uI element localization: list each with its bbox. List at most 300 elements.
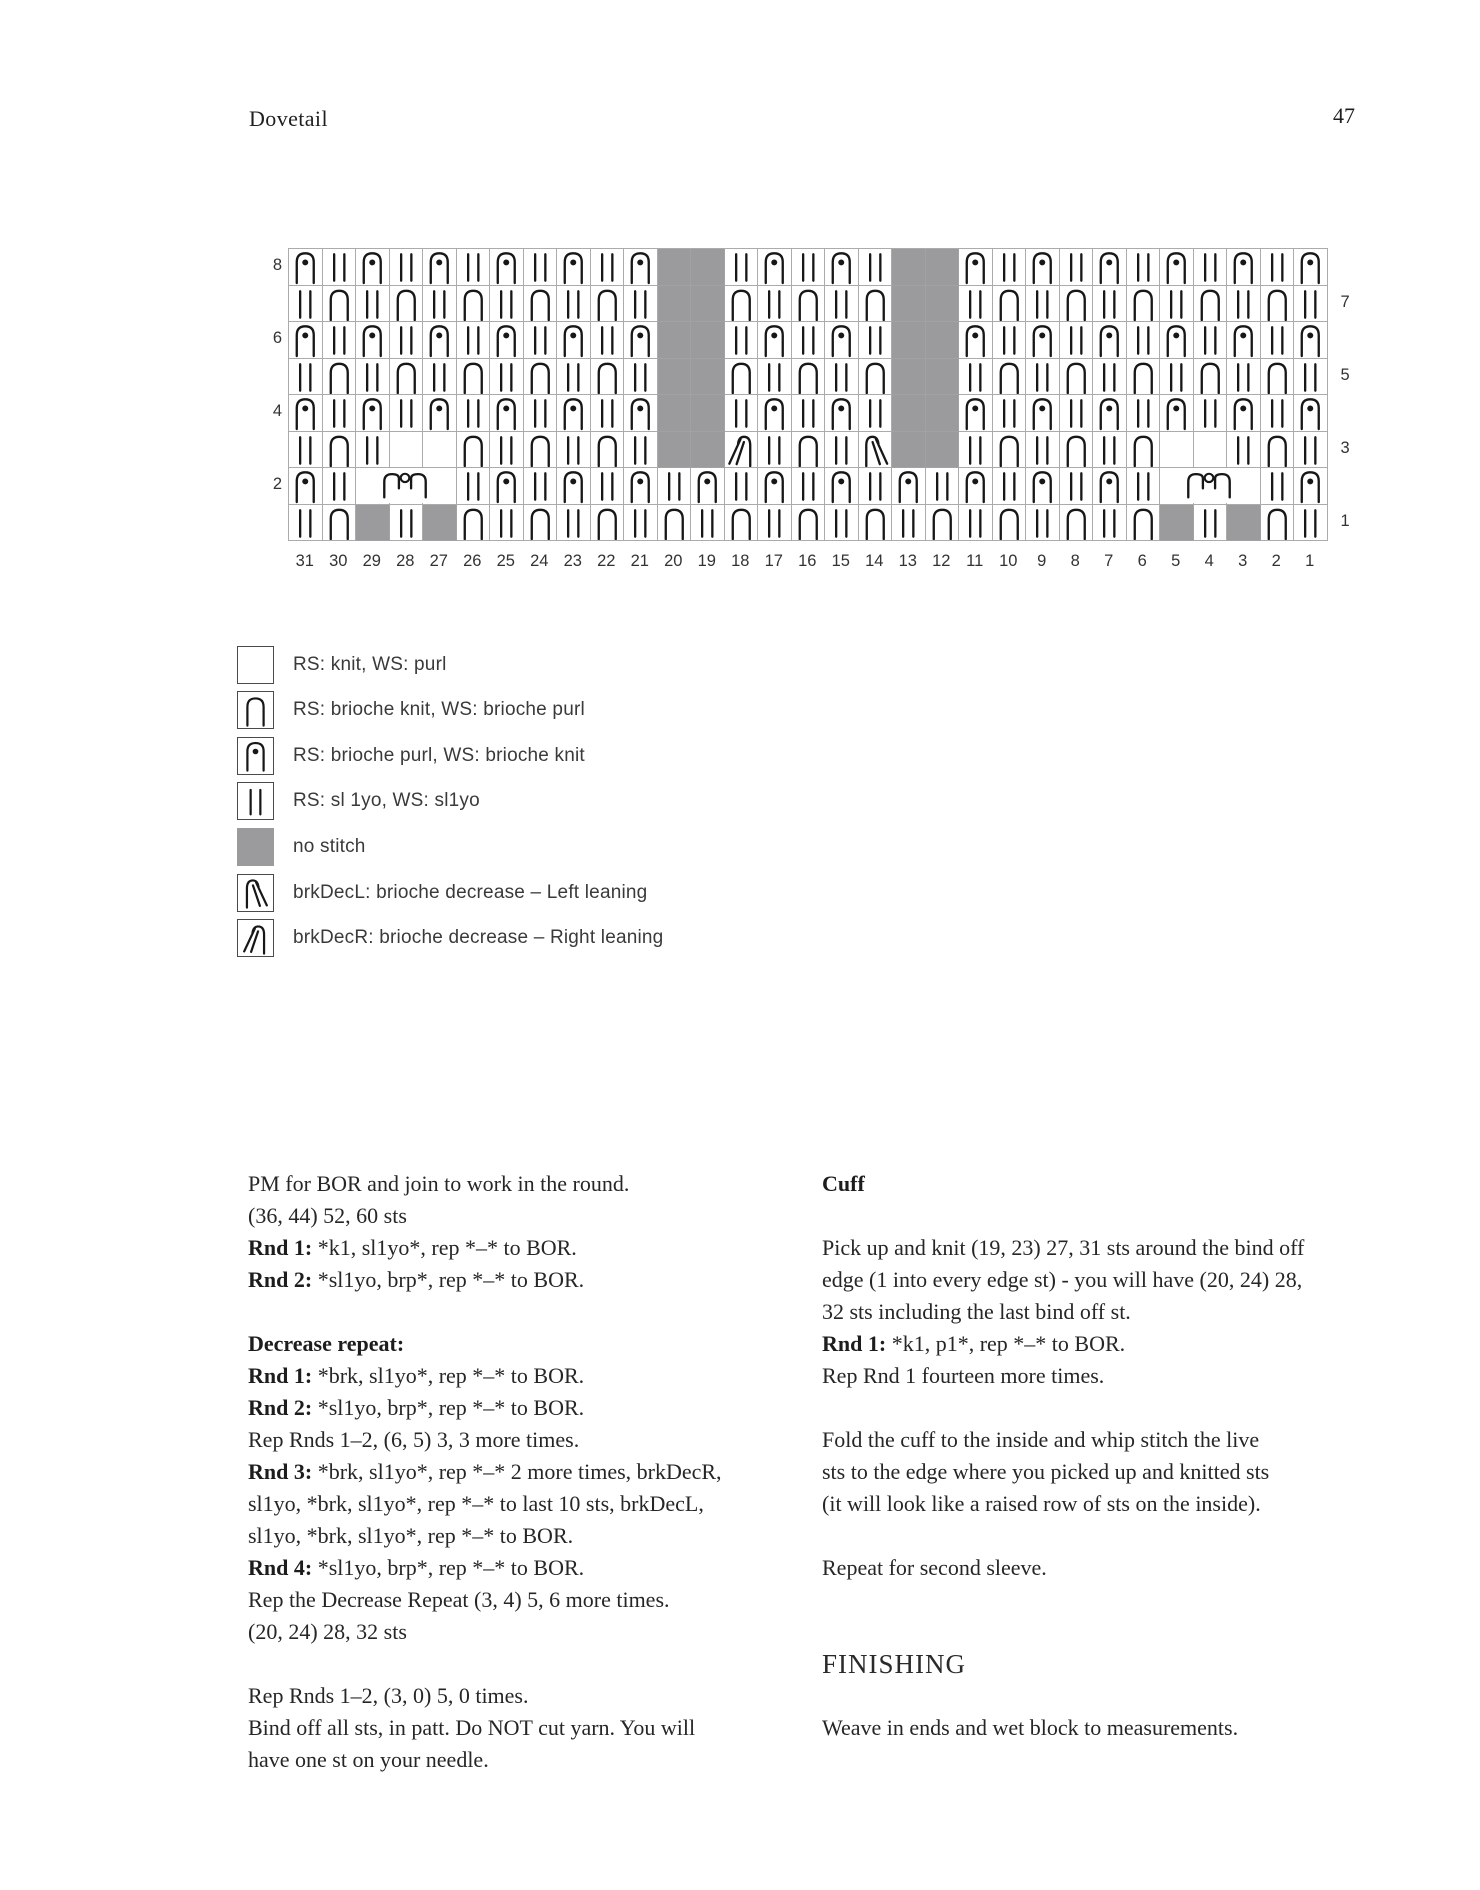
text-line: Pick up and knit (19, 23) 27, 31 sts around the bind off [822, 1235, 1305, 1260]
chart-cell-brioche-purl [825, 322, 859, 359]
brioche-knit-icon [725, 359, 758, 395]
chart-cell-no-stitch [926, 395, 960, 432]
legend-item [237, 736, 585, 775]
chart-cell-sl1yo [725, 468, 759, 505]
chart-cell-brioche-knit [792, 505, 826, 542]
brioche-knit-icon [1127, 359, 1160, 395]
sl1yo-icon [1261, 249, 1294, 285]
chart-cell-sl1yo [557, 359, 591, 396]
sl1yo-icon [289, 286, 322, 322]
sl1yo-icon [859, 249, 892, 285]
chart-cell-sl1yo [926, 468, 960, 505]
chart-cell-knit [1160, 432, 1194, 469]
brioche-purl-icon [959, 249, 992, 285]
sl1yo-icon [490, 432, 523, 468]
brioche-purl-icon [825, 249, 858, 285]
chart-cell-sl1yo [792, 468, 826, 505]
chart-cell-brioche-purl [1294, 395, 1328, 432]
row-label: 3 [1340, 438, 1350, 457]
chart-cell-sl1yo [1194, 395, 1228, 432]
chart-cell-sl1yo [591, 395, 625, 432]
col-label: 5 [1171, 552, 1181, 570]
chart-cell-brioche-knit [457, 432, 491, 469]
text-line: sl1yo, *brk, sl1yo*, rep *–* to BOR. [248, 1523, 574, 1548]
sl1yo-icon [557, 432, 590, 468]
sl1yo-icon [289, 359, 322, 395]
chart-cell-sl1yo [792, 249, 826, 286]
chart-cell-brioche-purl [825, 395, 859, 432]
col-label: 11 [966, 552, 984, 570]
chart-cell-brioche-purl [624, 468, 658, 505]
col-label: 23 [563, 552, 582, 570]
chart-cell-sl1yo [1026, 286, 1060, 323]
chart-cell-knit [390, 468, 424, 505]
chart-cell-no-stitch [892, 322, 926, 359]
blank-line [248, 1296, 848, 1328]
chart-cell-sl1yo [323, 249, 357, 286]
brioche-knit-icon [725, 505, 758, 541]
sl1yo-icon [1127, 468, 1160, 504]
legend-swatch-brk [237, 691, 274, 729]
brioche-knit-icon [390, 286, 423, 322]
chart-cell-brioche-knit [1060, 505, 1094, 542]
sl1yo-icon [959, 286, 992, 322]
sl1yo-icon [591, 395, 624, 431]
brioche-purl-icon [758, 322, 791, 358]
sl1yo-icon [624, 286, 657, 322]
chart-cell-brioche-purl [289, 395, 323, 432]
chart-cell-brioche-purl [1160, 322, 1194, 359]
brioche-purl-icon [1294, 468, 1327, 504]
chart-cell-knit [390, 432, 424, 469]
chart-cell-sl1yo [524, 249, 558, 286]
col-label: 10 [999, 552, 1018, 570]
chart-cell-brioche-purl [356, 249, 390, 286]
chart-cell-sl1yo [1060, 249, 1094, 286]
sl1yo-icon [1093, 286, 1126, 322]
chart-cell-no-stitch [691, 286, 725, 323]
brioche-purl-icon [289, 322, 322, 358]
sl1yo-icon [390, 395, 423, 431]
chart-cell-brioche-purl [1227, 322, 1261, 359]
sl1yo-icon [1261, 395, 1294, 431]
sl1yo-icon [792, 395, 825, 431]
sl1yo-icon [1060, 395, 1093, 431]
chart-cell-brioche-knit [926, 505, 960, 542]
brioche-purl-icon [1227, 322, 1260, 358]
chart-cell-sl1yo [289, 505, 323, 542]
brioche-purl-icon [1026, 468, 1059, 504]
chart-cell-sl1yo [1026, 359, 1060, 396]
brk-yo-brk-icon [1160, 468, 1258, 503]
sl1yo-icon [1093, 505, 1126, 541]
chart-cell-no-stitch [658, 322, 692, 359]
chart-cell-brioche-purl [959, 249, 993, 286]
sl1yo-icon [859, 395, 892, 431]
chart-cell-brioche-purl [557, 468, 591, 505]
legend-item [237, 919, 663, 958]
chart-cell-sl1yo [1294, 286, 1328, 323]
brioche-purl-icon [624, 322, 657, 358]
brioche-knit-icon [926, 505, 959, 541]
chart-cell-no-stitch [926, 286, 960, 323]
brioche-knit-icon [323, 505, 356, 541]
chart-cell-brioche-purl [1294, 249, 1328, 286]
chart-cell-no-stitch [926, 359, 960, 396]
chart-cell-brioche-purl [289, 322, 323, 359]
col-label: 29 [362, 552, 381, 570]
chart-cell-knit [1194, 432, 1228, 469]
brioche-purl-icon [1294, 249, 1327, 285]
chart-cell-sl1yo [289, 359, 323, 396]
text-line: PM for BOR and join to work in the round. [248, 1171, 630, 1196]
sl1yo-icon [725, 395, 758, 431]
text-line: Rnd 4: *sl1yo, brp*, rep *–* to BOR. [248, 1555, 585, 1580]
chart-cell-brioche-purl [1026, 395, 1060, 432]
chart-cell-brioche-knit [591, 286, 625, 323]
brioche-purl-icon [1026, 249, 1059, 285]
brioche-purl-icon [959, 395, 992, 431]
chart-cell-sl1yo [557, 286, 591, 323]
sl1yo-icon [658, 468, 691, 504]
chart-cell-sl1yo [959, 359, 993, 396]
sl1yo-icon [524, 249, 557, 285]
left-text-column [248, 1168, 848, 1776]
chart-cell-brioche-knit [1127, 505, 1161, 542]
sl1yo-icon [356, 286, 389, 322]
sl1yo-icon [591, 322, 624, 358]
chart-cell-sl1yo [725, 322, 759, 359]
brk-yo-brk-icon [356, 468, 454, 503]
chart-cell-sl1yo [423, 286, 457, 323]
chart-cell-sl1yo [1261, 395, 1295, 432]
brioche-knit-icon [859, 505, 892, 541]
chart-cell-no-stitch [356, 505, 390, 542]
chart-cell-brioche-knit [725, 505, 759, 542]
sl1yo-icon [1026, 359, 1059, 395]
chart-cell-sl1yo [390, 395, 424, 432]
sl1yo-icon [1026, 505, 1059, 541]
sl1yo-icon [356, 359, 389, 395]
sl1yo-icon [1127, 322, 1160, 358]
blank-line [822, 1392, 1422, 1424]
legend-swatch-sl [237, 782, 274, 820]
brioche-knit-icon [323, 359, 356, 395]
chart-cell-no-stitch [892, 432, 926, 469]
brioche-knit-icon [1194, 286, 1227, 322]
chart-cell-brioche-purl [1160, 249, 1194, 286]
col-label: 19 [697, 552, 716, 570]
sl1yo-icon [1294, 432, 1327, 468]
chart-cell-sl1yo [792, 395, 826, 432]
sl1yo-icon [859, 468, 892, 504]
blank-line [822, 1680, 1422, 1712]
sl1yo-icon [825, 359, 858, 395]
brioche-knit-icon [792, 432, 825, 468]
sl1yo-icon [1294, 359, 1327, 395]
brioche-purl-icon [758, 468, 791, 504]
chart-cell-sl1yo [859, 322, 893, 359]
brioche-knit-icon [457, 359, 490, 395]
sl1yo-icon [1093, 359, 1126, 395]
chart-cell-brioche-purl [557, 249, 591, 286]
text-line: Weave in ends and wet block to measurements. [822, 1715, 1239, 1740]
text-line: Rnd 1: *k1, p1*, rep *–* to BOR. [822, 1331, 1126, 1356]
brioche-knit-icon [1060, 432, 1093, 468]
brioche-purl-icon [356, 249, 389, 285]
chart-cell-brioche-knit [859, 359, 893, 396]
sl1yo-icon [1127, 249, 1160, 285]
chart-cell-brioche-knit [1127, 432, 1161, 469]
legend-swatch-decR [237, 919, 274, 957]
brioche-knit-icon [591, 359, 624, 395]
chart-cell-brioche-purl [892, 468, 926, 505]
col-label: 13 [898, 552, 917, 570]
legend-item [237, 645, 447, 684]
col-label: 28 [396, 552, 415, 570]
chart-cell-sl1yo [758, 286, 792, 323]
chart-cell-sl1yo [1194, 249, 1228, 286]
chart-cell-sl1yo [1294, 505, 1328, 542]
brkdecr-icon [240, 922, 271, 955]
chart-cell-brioche-purl [423, 249, 457, 286]
brioche-knit-icon [591, 432, 624, 468]
blank-line [822, 1584, 1422, 1616]
chart-cell-sl1yo [1261, 249, 1295, 286]
chart-cell-sl1yo [825, 432, 859, 469]
sl1yo-icon [926, 468, 959, 504]
brioche-knit-icon [524, 505, 557, 541]
brioche-purl-icon [557, 322, 590, 358]
sl1yo-icon [457, 468, 490, 504]
brioche-knit-icon [792, 359, 825, 395]
chart-cell-brioche-purl [1227, 249, 1261, 286]
chart-cell-brioche-knit [658, 505, 692, 542]
chart-cell-brioche-knit [1060, 432, 1094, 469]
chart-cell-sl1yo [390, 505, 424, 542]
text-line: Rnd 2: *sl1yo, brp*, rep *–* to BOR. [248, 1267, 585, 1292]
chart-cell-brioche-purl [490, 249, 524, 286]
sl1yo-icon [356, 432, 389, 468]
col-label: 25 [496, 552, 515, 570]
sl1yo-icon [959, 359, 992, 395]
brioche-purl-icon [624, 249, 657, 285]
chart-cell-sl1yo [1227, 432, 1261, 469]
brioche-purl-icon [1160, 249, 1193, 285]
sl1yo-icon [524, 322, 557, 358]
chart-cell-brioche-purl [1294, 322, 1328, 359]
chart-cell-brioche-knit [993, 505, 1027, 542]
brioche-knit-icon [457, 432, 490, 468]
chart-cell-brioche-purl [825, 468, 859, 505]
brioche-knit-icon [591, 286, 624, 322]
sl1yo-icon [289, 432, 322, 468]
chart-cell-sl1yo [658, 468, 692, 505]
chart-cell-sl1yo [725, 249, 759, 286]
text-line: Rnd 3: *brk, sl1yo*, rep *–* 2 more times, brkDecR, [248, 1459, 722, 1484]
row-label: 4 [272, 402, 282, 420]
brioche-purl-icon [1093, 468, 1126, 504]
sl1yo-icon [390, 249, 423, 285]
chart-cell-sl1yo [1194, 322, 1228, 359]
chart-cell-knit [356, 468, 390, 505]
col-label: 27 [429, 552, 448, 570]
col-label: 16 [798, 552, 817, 570]
legend-swatch-ns [237, 828, 274, 866]
brioche-knit-icon [859, 359, 892, 395]
chart-cell-sl1yo [892, 505, 926, 542]
sl1yo-icon [240, 785, 271, 818]
sl1yo-icon [825, 505, 858, 541]
brioche-purl-icon [356, 395, 389, 431]
chart-cell-knit [423, 468, 457, 505]
sl1yo-icon [758, 286, 791, 322]
brioche-knit-icon [993, 286, 1026, 322]
chart-cell-brioche-knit [524, 505, 558, 542]
legend-label: RS: sl 1yo, WS: sl1yo [293, 790, 480, 812]
chart-cell-sl1yo [1294, 359, 1328, 396]
chart-cell-brioche-knit [1194, 359, 1228, 396]
legend-swatch-decL [237, 874, 274, 912]
blank-line [822, 1520, 1422, 1552]
brioche-knit-icon [792, 286, 825, 322]
sl1yo-icon [524, 395, 557, 431]
chart-cell-no-stitch [658, 249, 692, 286]
chart-cell-no-stitch [892, 359, 926, 396]
col-label: 9 [1037, 552, 1047, 570]
brioche-knit-icon [524, 359, 557, 395]
chart-cell-knit [423, 432, 457, 469]
chart-cell-no-stitch [892, 249, 926, 286]
brioche-purl-icon [557, 468, 590, 504]
chart-cell-sl1yo [1127, 249, 1161, 286]
sl1yo-icon [1093, 432, 1126, 468]
brioche-purl-icon [289, 249, 322, 285]
sl1yo-icon [993, 395, 1026, 431]
chart-cell-sl1yo [524, 468, 558, 505]
sl1yo-icon [725, 468, 758, 504]
row-label: 2 [272, 475, 282, 493]
sl1yo-icon [624, 432, 657, 468]
brioche-knit-icon [240, 694, 271, 727]
chart-cell-brioche-knit [725, 286, 759, 323]
chart-cell-sl1yo [859, 468, 893, 505]
sl1yo-icon [323, 322, 356, 358]
chart-cell-brioche-purl [1294, 468, 1328, 505]
sl1yo-icon [1026, 286, 1059, 322]
legend-label: brkDecR: brioche decrease – Right leaning [293, 927, 664, 949]
chart-cell-sl1yo [1294, 432, 1328, 469]
chart-cell-sl1yo [792, 322, 826, 359]
chart-cell-brioche-knit [993, 432, 1027, 469]
sl1yo-icon [892, 505, 925, 541]
sl1yo-icon [557, 359, 590, 395]
chart-cell-no-stitch [926, 432, 960, 469]
brioche-purl-icon [1093, 322, 1126, 358]
text-line: Cuff [822, 1171, 865, 1196]
chart-cell-brioche-purl [959, 468, 993, 505]
text-line: (it will look like a raised row of sts on the inside). [822, 1491, 1261, 1516]
col-label: 30 [329, 552, 348, 570]
chart-cell-no-stitch [892, 286, 926, 323]
chart-cell-sl1yo [624, 505, 658, 542]
text-line: Rnd 2: *sl1yo, brp*, rep *–* to BOR. [248, 1395, 585, 1420]
sl1yo-icon [1060, 322, 1093, 358]
brioche-purl-icon [490, 322, 523, 358]
blank-line [822, 1616, 1422, 1648]
chart-cell-sl1yo [591, 468, 625, 505]
sl1yo-icon [323, 249, 356, 285]
text-line: sl1yo, *brk, sl1yo*, rep *–* to last 10 sts, brkDecL, [248, 1491, 704, 1516]
brioche-purl-icon [289, 468, 322, 504]
chart-cell-sl1yo [1194, 505, 1228, 542]
chart-cell-sl1yo [959, 432, 993, 469]
chart-cell-brioche-purl [356, 395, 390, 432]
chart-cell-no-stitch [691, 322, 725, 359]
row-label: 1 [1340, 511, 1350, 530]
text-line: Rnd 1: *brk, sl1yo*, rep *–* to BOR. [248, 1363, 585, 1388]
chart-cell-brioche-knit [524, 286, 558, 323]
chart-cell-sl1yo [490, 286, 524, 323]
chart-cell-brioche-knit [859, 286, 893, 323]
chart-cell-brioche-knit [993, 359, 1027, 396]
sl1yo-icon [993, 468, 1026, 504]
col-label: 26 [463, 552, 482, 570]
sl1yo-icon [1194, 395, 1227, 431]
brkdecl-icon [240, 876, 271, 909]
text-line: 32 sts including the last bind off st. [822, 1299, 1131, 1324]
chart-cell-sl1yo [825, 505, 859, 542]
chart-cell-sl1yo [1093, 432, 1127, 469]
chart-cell-sl1yo [624, 359, 658, 396]
brioche-purl-icon [1093, 395, 1126, 431]
chart-cell-sl1yo [289, 432, 323, 469]
chart-cell-sl1yo [691, 505, 725, 542]
sl1yo-icon [557, 286, 590, 322]
chart-cell-brk-yo-brk [356, 468, 455, 503]
sl1yo-icon [490, 359, 523, 395]
chart-cell-sl1yo [1060, 395, 1094, 432]
blank-line [822, 1200, 1422, 1232]
chart-cell-brioche-purl [758, 395, 792, 432]
chart-cell-brioche-purl [423, 322, 457, 359]
brioche-purl-icon [624, 395, 657, 431]
chart-cell-brioche-knit [1261, 432, 1295, 469]
brkdecl-icon [859, 432, 892, 468]
legend-label: RS: knit, WS: purl [293, 653, 447, 675]
col-label: 12 [932, 552, 951, 570]
brioche-knit-icon [1060, 359, 1093, 395]
brioche-knit-icon [1261, 359, 1294, 395]
brioche-purl-icon [959, 322, 992, 358]
chart-cell-sl1yo [725, 395, 759, 432]
chart-cell-sl1yo [457, 249, 491, 286]
brioche-purl-icon [557, 249, 590, 285]
brioche-purl-icon [825, 322, 858, 358]
chart-cell-brioche-knit [591, 359, 625, 396]
legend-swatch-knit [237, 646, 274, 684]
chart-cell-sl1yo [1093, 286, 1127, 323]
sl1yo-icon [1026, 432, 1059, 468]
chart-cell-knit [1160, 468, 1194, 505]
chart-cell-brioche-purl [758, 468, 792, 505]
chart-cell-brioche-knit [457, 286, 491, 323]
chart-cell-sl1yo [356, 359, 390, 396]
sl1yo-icon [457, 322, 490, 358]
col-label: 3 [1238, 552, 1248, 570]
legend-swatch-brp [237, 737, 274, 775]
sl1yo-icon [1294, 286, 1327, 322]
